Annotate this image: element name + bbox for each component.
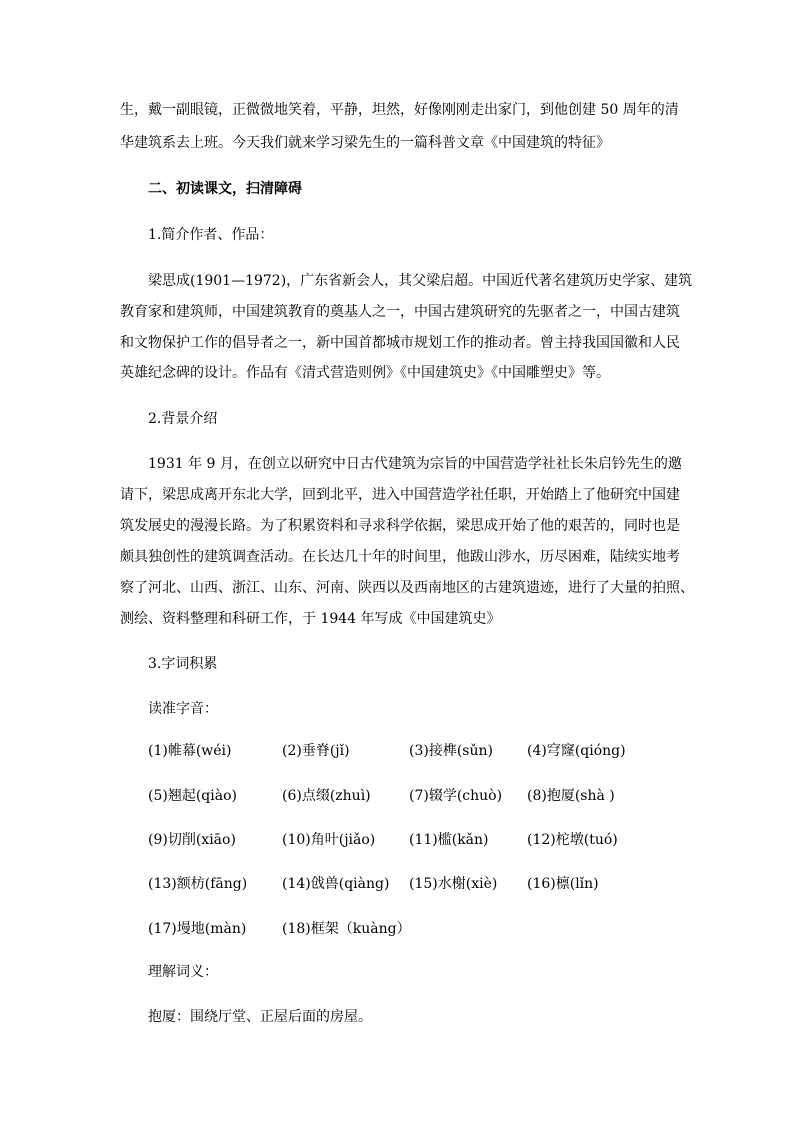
word-item: (8)抱厦(shà ) bbox=[527, 788, 615, 804]
word-item: (2)垂脊(jǐ) bbox=[282, 743, 350, 759]
word-item: (6)点缀(zhuì) bbox=[282, 788, 371, 804]
word-item: (15)水榭(xiè) bbox=[409, 876, 498, 892]
section-heading: 二、初读课文，扫清障碍 bbox=[148, 181, 302, 197]
author-intro-line: 英雄纪念碑的设计。作品有《清式营造则例》《中国建筑史》《中国雕塑史》等。 bbox=[120, 365, 610, 381]
author-intro-heading: 1.简介作者、作品： bbox=[148, 227, 274, 243]
background-line: 察了河北、山西、浙江、山东、河南、陕西以及西南地区的古建筑遗迹，进行了大量的拍照、 bbox=[120, 580, 694, 596]
word-item: (13)额枋(fāng) bbox=[148, 876, 248, 892]
word-item: (1)帷幕(wéi) bbox=[148, 743, 232, 759]
word-item: (4)穹窿(qióng) bbox=[527, 743, 626, 759]
intro-line-2: 华建筑系去上班。今天我们就来学习梁先生的一篇科普文章《中国建筑的特征》 bbox=[120, 135, 610, 151]
word-item: (17)墁地(màn) bbox=[148, 921, 247, 937]
word-item: (11)槛(kǎn) bbox=[409, 832, 489, 848]
background-line: 1931 年 9 月，在创立以研究中日古代建筑为宗旨的中国营造学社社长朱启钤先生的邀 bbox=[148, 456, 682, 472]
word-item: (3)接榫(sǔn) bbox=[409, 743, 493, 759]
author-intro-line: 梁思成(1901—1972)，广东省新会人，其父梁启超。中国近代著名建筑历史学家、建筑 bbox=[148, 273, 693, 289]
definition-line: 抱厦：围绕厅堂、正屋后面的房屋。 bbox=[148, 1009, 372, 1025]
background-line: 测绘、资料整理和科研工作，于 1944 年写成《中国建筑史》 bbox=[120, 611, 501, 627]
author-intro-line: 和文物保护工作的倡导者之一，新中国首都城市规划工作的推动者。曾主持我国国徽和人民 bbox=[120, 335, 680, 351]
author-intro-line: 教育家和建筑师，中国建筑教育的奠基人之一，中国古建筑研究的先驱者之一，中国古建筑 bbox=[120, 304, 680, 320]
word-item: (7)辍学(chuò) bbox=[409, 788, 503, 804]
background-line: 请下，梁思成离开东北大学，回到北平，进入中国营造学社任职，开始踏上了他研究中国建 bbox=[120, 487, 680, 503]
background-line: 筑发展史的漫漫长路。为了积累资料和寻求科学依据，梁思成开始了他的艰苦的，同时也是 bbox=[120, 518, 680, 534]
word-item: (16)檩(lǐn) bbox=[527, 876, 599, 892]
background-line: 颇具独创性的建筑调查活动。在长达几十年的时间里，他跋山涉水，历尽困难，陆续实地考 bbox=[120, 549, 680, 565]
pronunciation-label: 读准字音： bbox=[148, 701, 218, 717]
word-item: (9)切削(xiāo) bbox=[148, 832, 236, 848]
background-heading: 2.背景介绍 bbox=[148, 411, 218, 427]
intro-line-1: 生，戴一副眼镜，正微微地笑着，平静，坦然，好像刚刚走出家门，到他创建 50 周年的清 bbox=[120, 102, 679, 118]
word-item: (18)框架（kuàng） bbox=[282, 921, 411, 937]
word-item: (14)戗兽(qiàng) bbox=[282, 876, 390, 892]
word-item: (10)角叶(jiǎo) bbox=[282, 832, 376, 848]
word-item: (5)翘起(qiào) bbox=[148, 788, 237, 804]
meaning-label: 理解词义： bbox=[148, 964, 218, 980]
word-item: (12)柁墩(tuó) bbox=[527, 832, 618, 848]
vocabulary-heading: 3.字词积累 bbox=[148, 656, 218, 672]
